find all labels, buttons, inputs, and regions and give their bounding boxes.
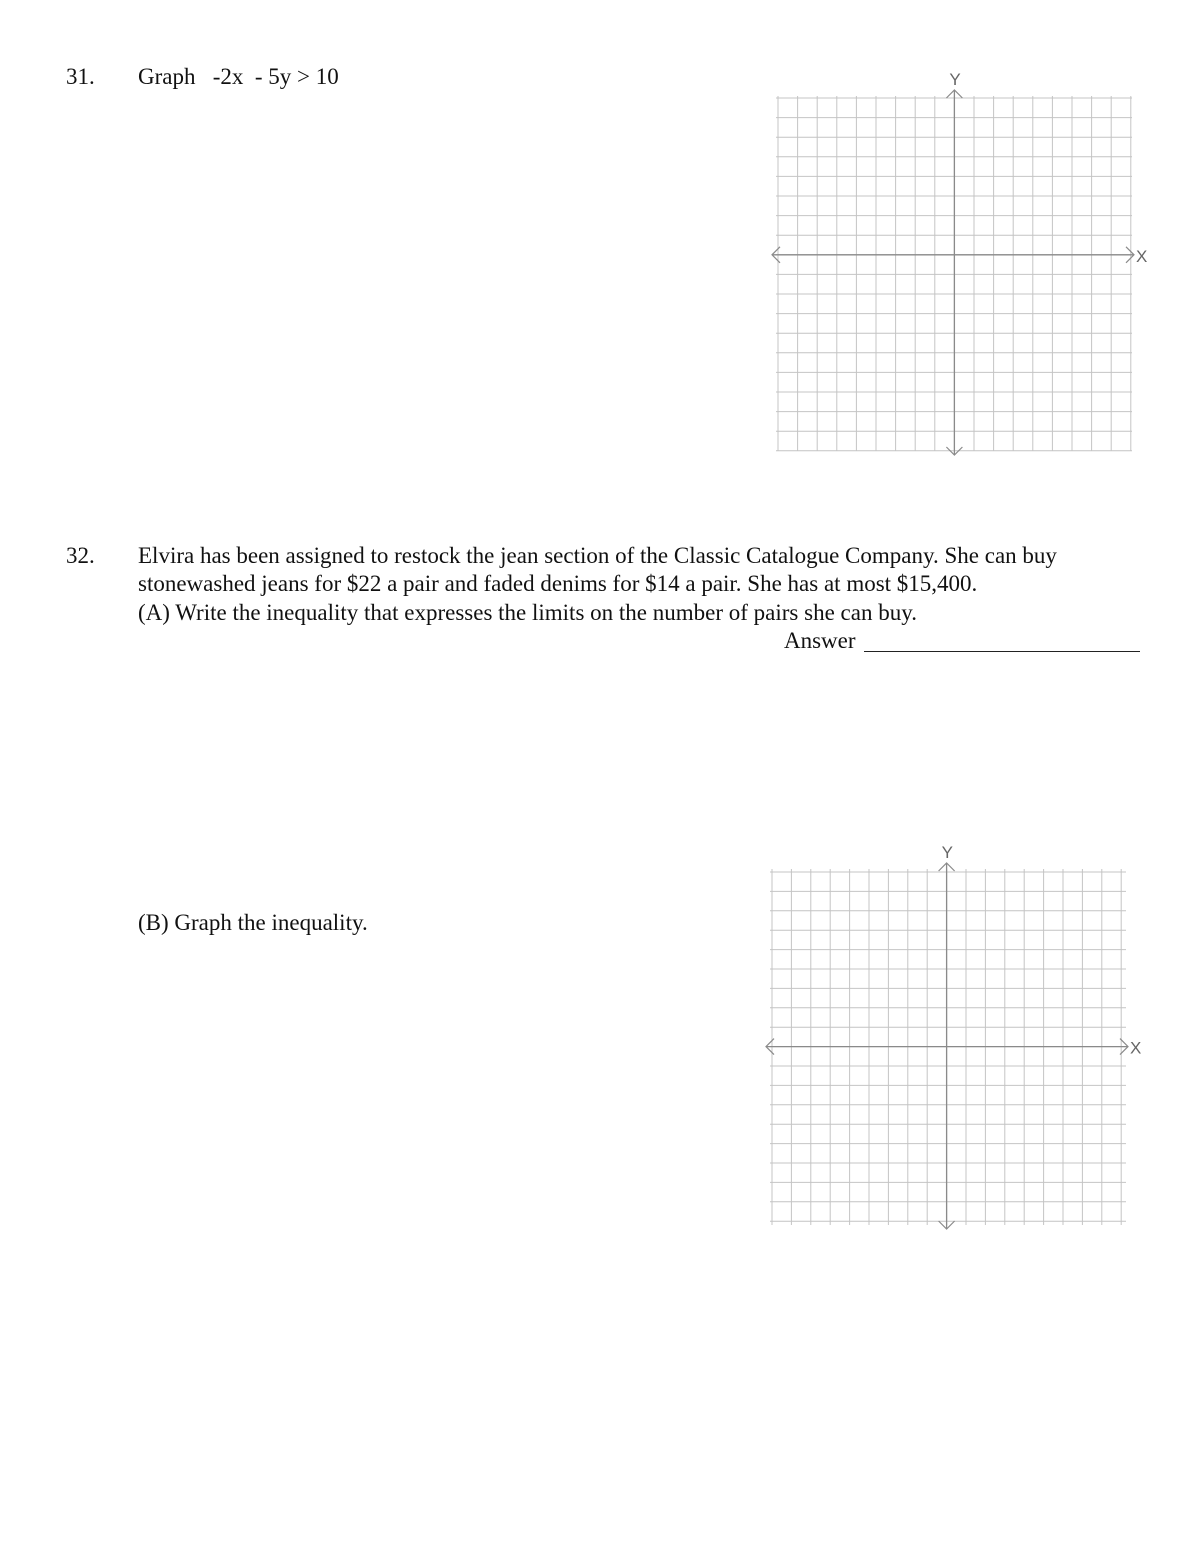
coordinate-grid-1[interactable] bbox=[770, 68, 1148, 458]
x-axis-label: X bbox=[1130, 1038, 1142, 1058]
answer-row bbox=[784, 626, 1144, 656]
question-32-part-b: (B) Graph the inequality. bbox=[138, 910, 368, 935]
x-axis-label: X bbox=[1136, 246, 1148, 266]
question-31-number: 31. bbox=[66, 64, 95, 89]
coordinate-grid-2[interactable] bbox=[764, 843, 1142, 1230]
y-axis-label: Y bbox=[949, 70, 961, 89]
answer-label: Answer bbox=[784, 628, 856, 653]
question-32-line-2: stonewashed jeans for $22 a pair and faded denims for $14 a pair. She has at most $15,400. bbox=[138, 571, 978, 596]
question-31-prompt: Graph -2x - 5y > 10 bbox=[138, 64, 339, 89]
y-axis-label: Y bbox=[941, 843, 953, 862]
axis-arrowheads bbox=[772, 90, 1134, 455]
answer-blank-line[interactable] bbox=[864, 651, 1140, 652]
question-32-line-1: Elvira has been assigned to restock the jean section of the Classic Catalogue Company. She can buy bbox=[138, 543, 1057, 568]
question-32-part-a: (A) Write the inequality that expresses the limits on the number of pairs she can buy. bbox=[138, 600, 917, 625]
question-32-number: 32. bbox=[66, 543, 95, 568]
